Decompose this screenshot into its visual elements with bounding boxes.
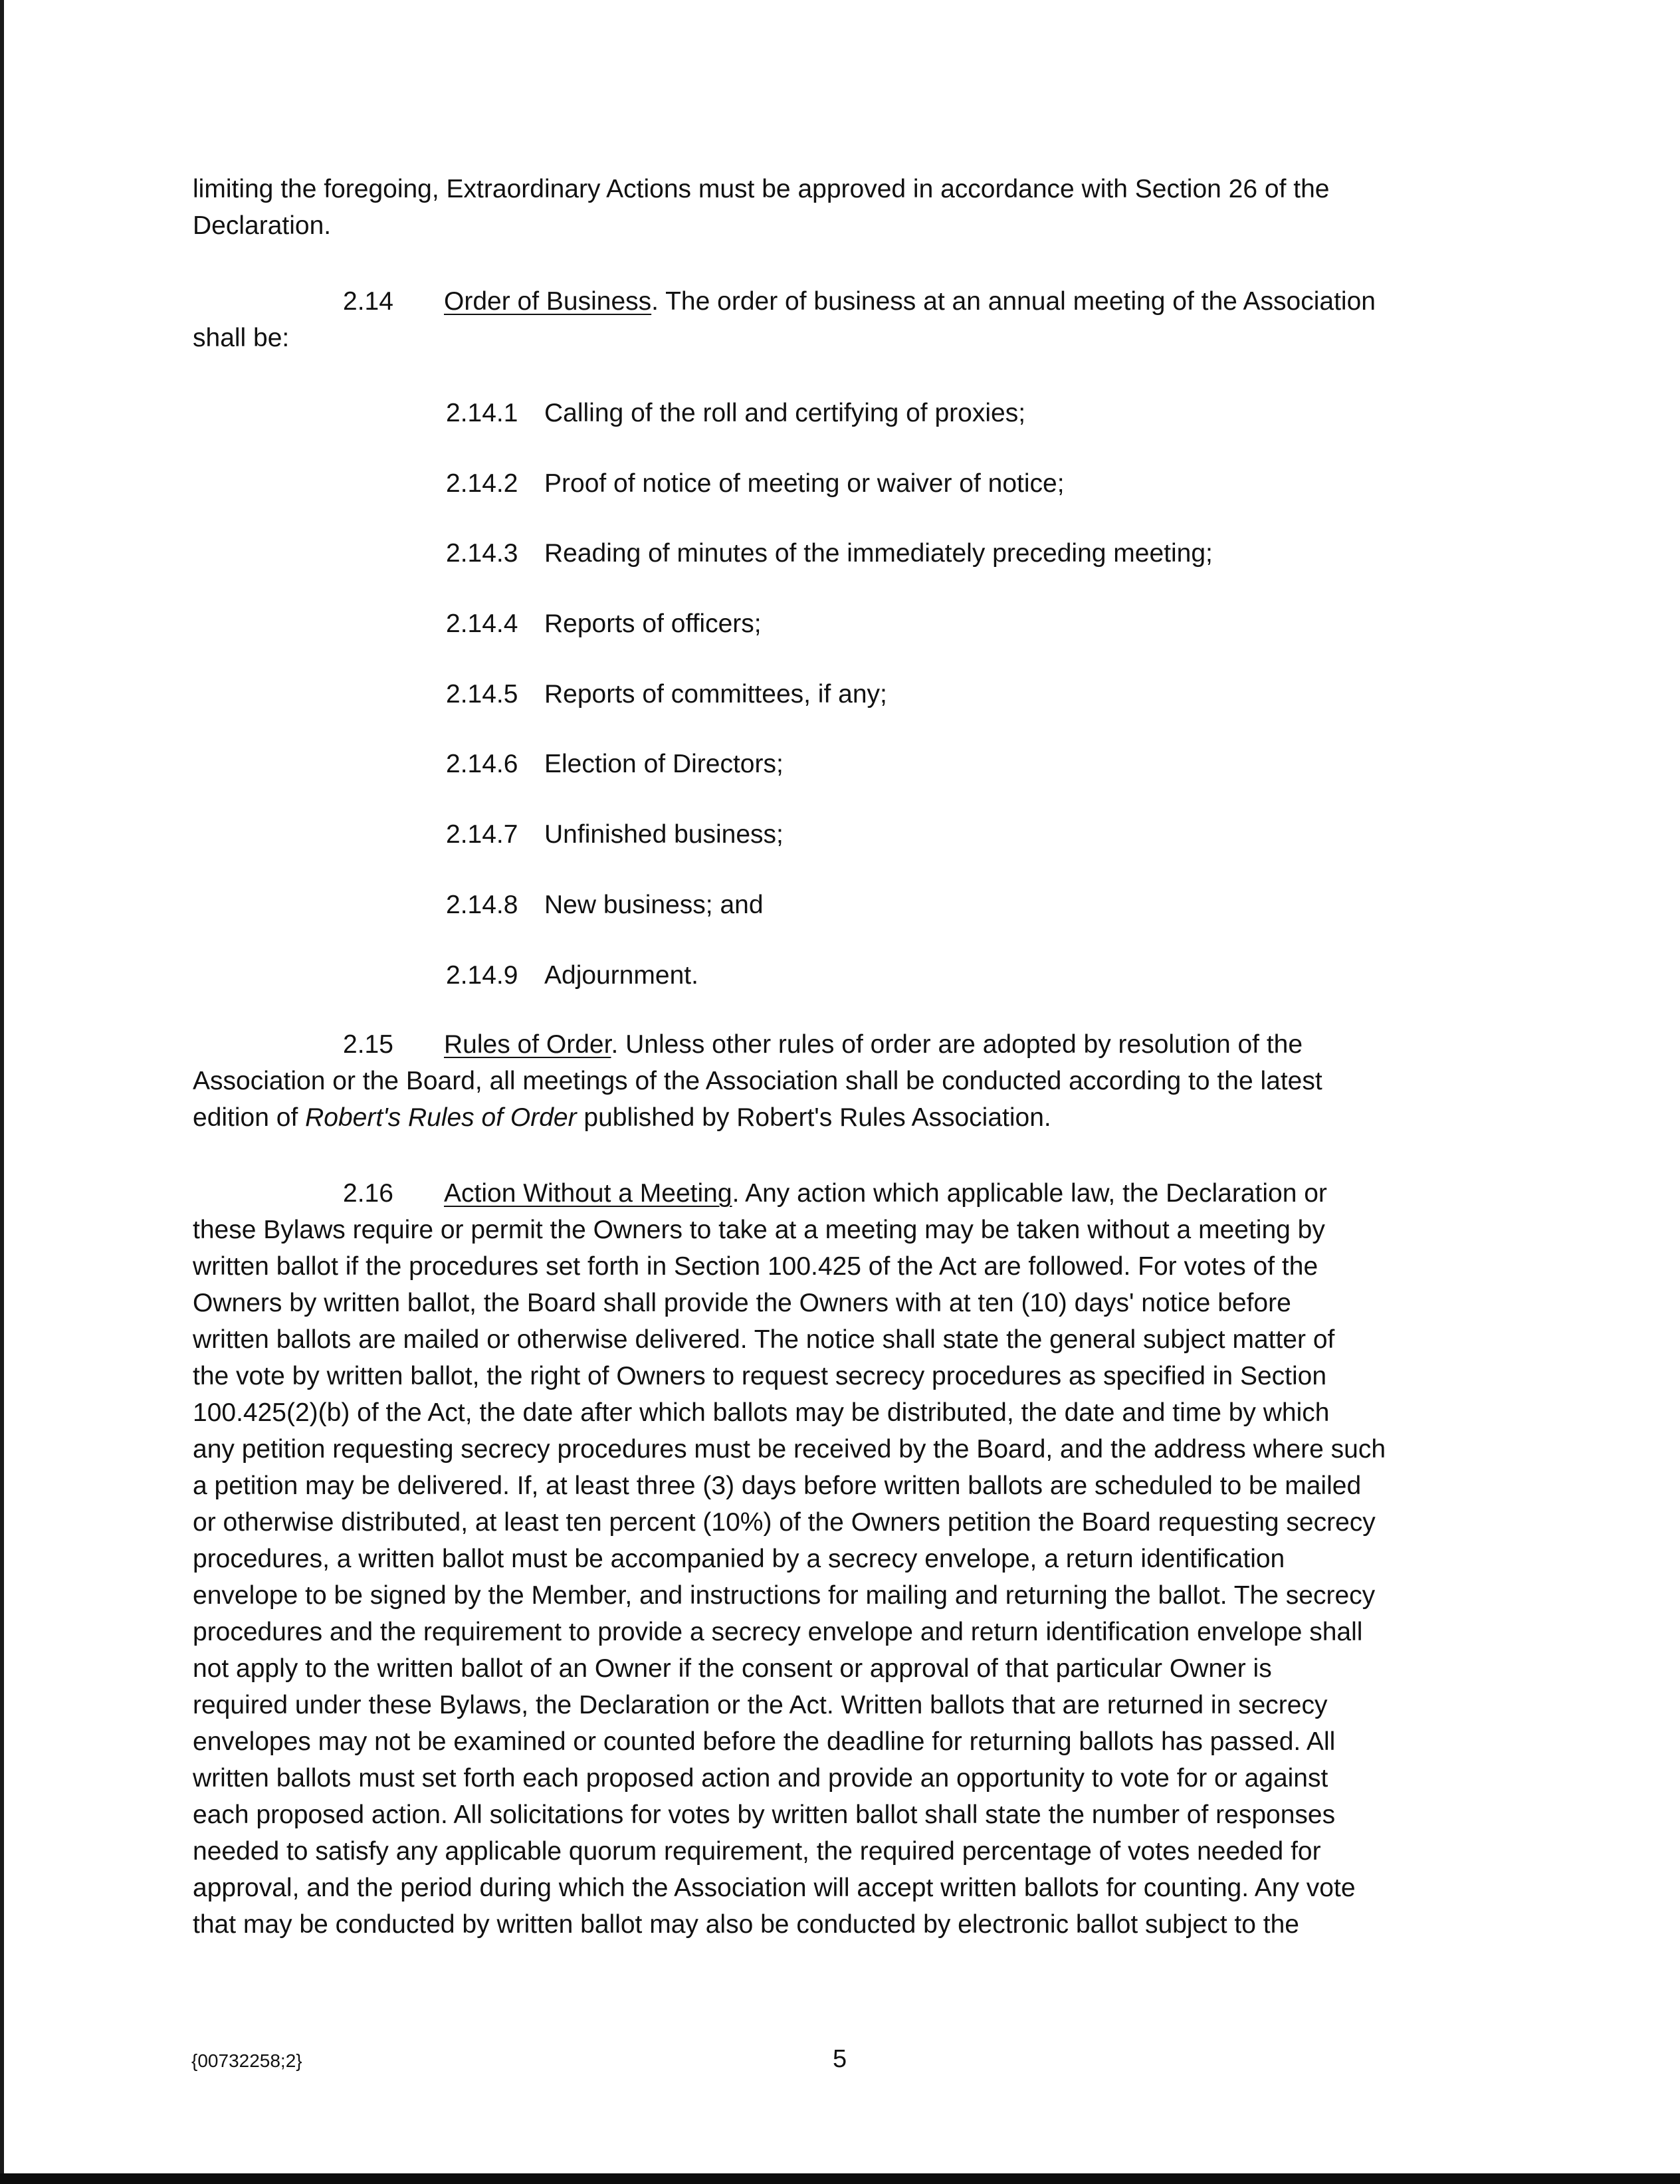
list-item-text: New business; and [544, 891, 764, 919]
document-id: {00732258;2} [191, 2050, 302, 2071]
text-line: written ballots must set forth each proposed action and provide an opportunity to vote for or against [193, 1764, 1328, 1793]
text-line: envelope to be signed by the Member, and instructions for mailing and returning the ballot. The secrecy [193, 1581, 1376, 1610]
list-item-text: Election of Directors; [544, 750, 784, 778]
section-number: 2.15 [343, 1030, 393, 1059]
list-item-text: Proof of notice of meeting or waiver of notice; [544, 469, 1065, 498]
text-line: limiting the foregoing, Extraordinary Actions must be approved in accordance with Section 26 of the [193, 175, 1330, 203]
list-item-number: 2.14.2 [446, 469, 518, 498]
list-item-number: 2.14.3 [446, 539, 518, 568]
list-item [446, 746, 784, 782]
text-line: shall be: [193, 324, 290, 352]
list-item-number: 2.14.7 [446, 820, 518, 849]
list-item [446, 676, 887, 712]
text-line: Owners by written ballot, the Board shall provide the Owners with at ten (10) days' notice before [193, 1289, 1291, 1317]
paragraph-continuation [193, 171, 1495, 244]
text-line: any petition requesting secrecy procedures must be received by the Board, and the address where such [193, 1435, 1386, 1464]
text-line: needed to satisfy any applicable quorum requirement, the required percentage of votes needed for [193, 1837, 1321, 1866]
section-number: 2.16 [343, 1179, 393, 1208]
list-item-number: 2.14.9 [446, 961, 518, 990]
list-item [446, 605, 762, 642]
text-line: envelopes may not be examined or counted before the deadline for returning ballots has passed. All [193, 1727, 1336, 1756]
section-2-15-first-line [193, 1026, 1495, 1063]
text-line: not apply to the written ballot of an Owner if the consent or approval of that particular Owner is [193, 1654, 1272, 1683]
text-line: that may be conducted by written ballot may also be conducted by electronic ballot subject to the [193, 1910, 1299, 1939]
text-line: the vote by written ballot, the right of Owners to request secrecy procedures as specified in Section [193, 1362, 1327, 1390]
text-line: Association or the Board, all meetings of the Association shall be conducted according to the latest [193, 1067, 1322, 1095]
list-item [446, 887, 764, 923]
text-line: each proposed action. All solicitations for votes by written ballot shall state the number of responses [193, 1801, 1336, 1829]
list-item [446, 957, 698, 994]
section-heading: Order of Business [444, 287, 652, 316]
list-item-text: Adjournment. [544, 961, 698, 990]
list-item [446, 465, 1065, 502]
text-line [193, 1099, 1495, 1136]
list-item-text: Reports of officers; [544, 609, 762, 638]
text-line: approval, and the period during which the Association will accept written ballots for counting. Any vote [193, 1874, 1356, 1902]
section-2-16-first-line [193, 1175, 1495, 1212]
list-item [446, 816, 784, 853]
text-line: 100.425(2)(b) of the Act, the date after which ballots may be distributed, the date and time by which [193, 1398, 1330, 1427]
list-item [446, 535, 1213, 572]
text-span: edition of [193, 1103, 306, 1132]
text-line: procedures and the requirement to provide a secrecy envelope and return identification envelope shall [193, 1618, 1363, 1646]
list-item-number: 2.14.4 [446, 609, 518, 638]
text-line: these Bylaws require or permit the Owners to take at a meeting may be taken without a meeting by [193, 1216, 1325, 1244]
list-item [446, 395, 1025, 431]
section-text: . Unless other rules of order are adopted by resolution of the [611, 1030, 1303, 1059]
section-2-14 [193, 283, 1495, 356]
text-line: or otherwise distributed, at least ten percent (10%) of the Owners petition the Board requesting secrecy [193, 1508, 1376, 1537]
text-line: procedures, a written ballot must be accompanied by a secrecy envelope, a return identification [193, 1545, 1285, 1573]
list-item-text: Reports of committees, if any; [544, 680, 887, 709]
list-item-number: 2.14.8 [446, 891, 518, 919]
text-span: published by Robert's Rules Association. [576, 1103, 1051, 1132]
section-number: 2.14 [343, 287, 393, 316]
text-line: written ballots are mailed or otherwise delivered. The notice shall state the general subject matter of [193, 1325, 1335, 1354]
list-item-number: 2.14.5 [446, 680, 518, 709]
section-heading: Rules of Order [444, 1030, 611, 1059]
text-line: required under these Bylaws, the Declaration or the Act. Written ballots that are returned in secrecy [193, 1691, 1328, 1719]
text-line: a petition may be delivered. If, at least three (3) days before written ballots are scheduled to be mailed [193, 1472, 1362, 1500]
page-number: 5 [833, 2045, 847, 2073]
section-text: . Any action which applicable law, the Declaration or [732, 1179, 1327, 1208]
section-2-15 [193, 1026, 1495, 1136]
list-item-text: Unfinished business; [544, 820, 784, 849]
text-line: Declaration. [193, 211, 332, 240]
section-text: . The order of business at an annual meeting of the Association [651, 287, 1376, 316]
list-item-text: Calling of the roll and certifying of proxies; [544, 399, 1026, 427]
list-item-number: 2.14.1 [446, 399, 518, 427]
list-item-number: 2.14.6 [446, 750, 518, 778]
section-2-14-first-line [193, 283, 1495, 320]
italic-title: Robert's Rules of Order [305, 1103, 577, 1132]
section-heading: Action Without a Meeting [444, 1179, 732, 1208]
section-2-16 [193, 1175, 1495, 1943]
list-item-text: Reading of minutes of the immediately preceding meeting; [544, 539, 1213, 568]
text-line: written ballot if the procedures set forth in Section 100.425 of the Act are followed. For votes of the [193, 1252, 1318, 1281]
